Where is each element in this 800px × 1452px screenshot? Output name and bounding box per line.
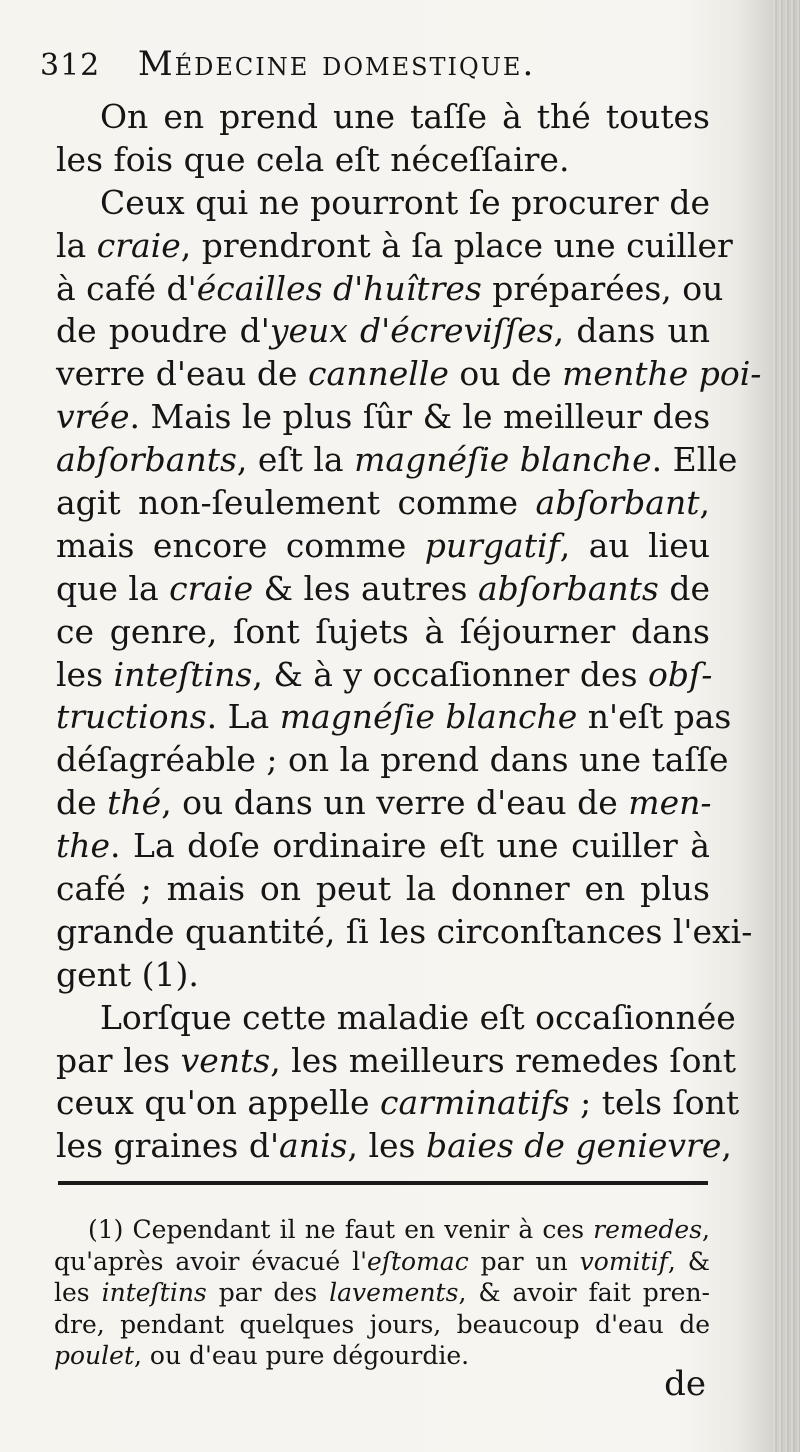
text-line: Ceux qui ne pourront ſe procurer de (100, 182, 710, 222)
footnote-line: (1) Cependant il ne faut en venir à ces remedes, (88, 1215, 710, 1244)
footnote (54, 1214, 710, 1372)
text-line: verre d'eau de cannelle ou de menthe poi- (56, 354, 762, 394)
catchword: de (664, 1364, 706, 1404)
text-line: les fois que cela eſt néceſſaire. (56, 139, 570, 179)
running-title: Médecine domestique. (137, 44, 536, 84)
text-line: à café d'écailles d'huîtres préparées, ou (56, 268, 724, 308)
text-line: de poudre d'yeux d'écreviſſes, dans un (56, 311, 710, 351)
text-line: ceux qu'on appelle carminatifs ; tels ſont (56, 1083, 740, 1123)
footnote-line: les inteſtins par des lavements, & avoir fait pren- (54, 1278, 711, 1307)
page-edge (772, 0, 800, 1452)
page-header (40, 44, 720, 94)
text-line: les inteſtins, & à y occaſionner des obſ- (56, 654, 713, 694)
footnote-rule (58, 1181, 708, 1185)
text-line: the. La doſe ordinaire eſt une cuiller à (56, 826, 710, 866)
text-line: abſorbants, eſt la magnéſie blanche. Elle (56, 440, 738, 480)
text-line: que la craie & les autres abſorbants de (56, 568, 710, 608)
text-line: la craie, prendront à ſa place une cuiller (56, 225, 733, 265)
text-line: les graines d'anis, les baies de genievre (56, 1126, 722, 1166)
text-line: de thé, ou dans un verre d'eau de men- (56, 783, 712, 823)
footnote-line: poulet, ou d'eau pure dégourdie. (54, 1341, 470, 1370)
main-text (56, 96, 762, 1168)
text-line: On en prend une taſſe à thé toutes (100, 97, 710, 136)
text-line: tructions. La magnéſie blanche n'eſt pas (56, 697, 732, 737)
text-line: agit non-ſeulement comme abſorbant, (56, 483, 710, 523)
text-line: par les vents, les meilleurs remedes ſont (56, 1040, 736, 1080)
text-line: déſagréable ; on la prend dans une taſſe (56, 740, 729, 780)
footnote-line: qu'après avoir évacué l'eſtomac par un vomitif, & (54, 1246, 710, 1276)
page-number: 312 (40, 48, 101, 83)
text-line: vrée. Mais le plus ſûr & le meilleur des (56, 397, 711, 437)
text-line: Lorſque cette maladie eſt occaſionnée (100, 997, 736, 1037)
text-line: ce genre, ſont ſujets à ſéjourner dans (56, 611, 710, 651)
text-line: gent (1). (56, 954, 199, 994)
text-line: café ; mais on peut la donner en plus (56, 869, 710, 909)
footnote-line: dre, pendant quelques jours, beaucoup d'eau de (54, 1309, 710, 1339)
text-line: grande quantité, ſi les circonſtances l'exi- (56, 911, 753, 951)
text-line: mais encore comme purgatif, au lieu (56, 525, 710, 565)
